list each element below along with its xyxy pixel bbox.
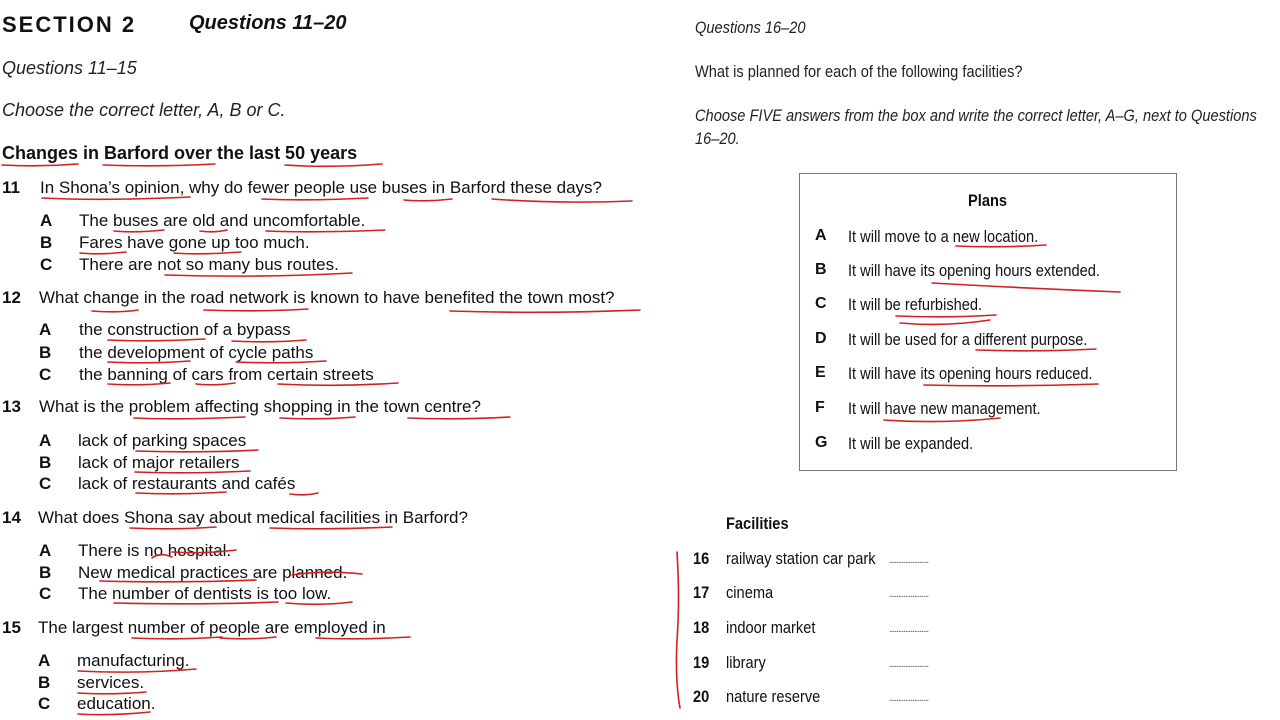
option-text: the development of cycle paths (79, 343, 314, 362)
ink-underline (2, 164, 78, 166)
plans-title: Plans (968, 191, 1008, 210)
option-text: the banning of cars from certain streets (79, 365, 374, 384)
ink-underline (280, 417, 355, 419)
option-letter: C (39, 584, 52, 603)
plan-text: It will have its opening hours extended. (848, 261, 1100, 280)
ink-underline (92, 310, 138, 312)
option-text: services. (77, 673, 145, 692)
option-letter: A (40, 211, 53, 230)
left-subheading: Questions 11–15 (2, 58, 137, 78)
section-label: SECTION 2 (2, 12, 137, 37)
option-letter: A (39, 320, 52, 339)
plans-box (799, 173, 1177, 471)
facility-number: 17 (693, 583, 710, 602)
question-number: 11 (2, 178, 20, 197)
option-letter: B (39, 453, 52, 472)
option-text: The number of dentists is too low. (78, 584, 332, 603)
plan-text: It will be expanded. (848, 434, 974, 453)
ink-underline (492, 199, 632, 202)
ink-underline (103, 164, 215, 166)
facility-name: indoor market (726, 618, 816, 637)
ink-underline (404, 199, 452, 201)
right-instruction-line2: 16–20. (695, 129, 740, 148)
option-text: There is no hospital. (78, 541, 232, 560)
question-number: 13 (2, 397, 21, 416)
plan-text: It will have new management. (848, 399, 1041, 418)
option-letter: B (40, 233, 53, 252)
ink-underline (204, 309, 308, 311)
option-letter: B (39, 343, 52, 362)
question-text: What is the problem affecting shopping in the town centre? (39, 397, 481, 416)
facility-name: railway station car park (726, 549, 876, 568)
option-text: lack of major retailers (78, 453, 240, 472)
ink-underline (450, 310, 640, 312)
plan-text: It will move to a new location. (848, 227, 1039, 246)
option-letter: A (39, 541, 52, 560)
option-text: New medical practices are planned. (78, 563, 348, 582)
option-text: education. (77, 694, 156, 713)
section-questions-range: Questions 11–20 (189, 12, 347, 34)
question-text: In Shona’s opinion, why do fewer people use buses in Barford these days? (40, 178, 602, 197)
plan-letter: E (815, 364, 826, 381)
ink-underline (134, 417, 245, 419)
plan-letter: G (815, 434, 828, 451)
plan-letter: A (815, 227, 827, 244)
facility-number: 20 (693, 687, 710, 706)
plan-text: It will be used for a different purpose. (848, 330, 1088, 349)
option-text: lack of restaurants and cafés (78, 474, 296, 493)
facility-number: 19 (693, 653, 710, 672)
option-letter: B (38, 673, 51, 692)
ink-underline (262, 198, 368, 200)
right-subheading: Questions 16–20 (695, 18, 806, 37)
question-number: 12 (2, 288, 21, 307)
plan-letter: B (815, 261, 827, 278)
right-prompt: What is planned for each of the following facilities? (695, 62, 1023, 81)
option-letter: B (39, 563, 52, 582)
option-text: lack of parking spaces (78, 431, 247, 450)
plan-letter: F (815, 399, 825, 416)
option-letter: A (39, 431, 52, 450)
question-number: 14 (2, 508, 21, 527)
facilities-title: Facilities (726, 514, 789, 533)
option-letter: C (39, 474, 52, 493)
plan-text: It will be refurbished. (848, 295, 983, 314)
answer-blank[interactable]: ...................... (889, 555, 929, 566)
facility-name: library (726, 653, 766, 672)
question-text: What change in the road network is known to have benefited the town most? (39, 288, 615, 307)
option-text: The buses are old and uncomfortable. (79, 211, 366, 230)
facility-number: 18 (693, 618, 710, 637)
answer-blank[interactable]: ...................... (889, 589, 929, 600)
plan-text: It will have its opening hours reduced. (848, 364, 1093, 383)
option-letter: C (40, 255, 53, 274)
option-letter: C (38, 694, 51, 713)
answer-blank[interactable]: ...................... (889, 659, 929, 670)
ink-underline (232, 340, 306, 342)
plan-letter: C (815, 295, 827, 312)
plan-letter: D (815, 330, 827, 347)
option-letter: A (38, 651, 51, 670)
answer-blank[interactable]: ...................... (889, 624, 929, 635)
ink-underline (408, 417, 510, 419)
facility-name: nature reserve (726, 687, 821, 706)
question-text: What does Shona say about medical facilities in Barford? (38, 508, 468, 527)
facility-name: cinema (726, 583, 774, 602)
question-text: The largest number of people are employed in (38, 618, 386, 637)
page-title: Changes in Barford over the last 50 years (2, 143, 358, 163)
option-text: manufacturing. (77, 651, 190, 670)
left-instruction: Choose the correct letter, A, B or C. (2, 100, 286, 120)
ink-underline (285, 164, 382, 166)
option-text: the construction of a bypass (79, 320, 291, 339)
question-number: 15 (2, 618, 21, 637)
facility-number: 16 (693, 549, 710, 568)
ink-bracket (676, 552, 680, 708)
option-text: Fares have gone up too much. (79, 233, 310, 252)
option-letter: C (39, 365, 52, 384)
answer-blank[interactable]: ...................... (889, 693, 929, 704)
option-text: There are not so many bus routes. (79, 255, 339, 274)
right-instruction-line1: Choose FIVE answers from the box and write the correct letter, A–G, next to Questions (695, 106, 1257, 125)
